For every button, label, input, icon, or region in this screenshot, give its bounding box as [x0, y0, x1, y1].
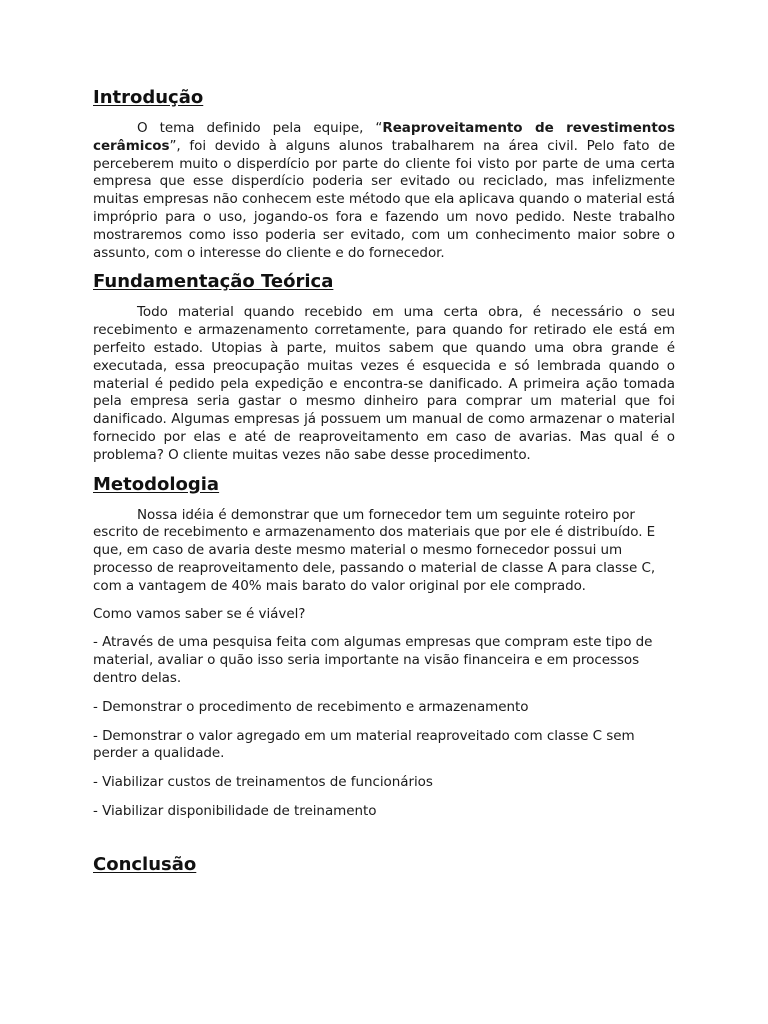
list-item: - Demonstrar o valor agregado em um material reaproveitado com classe C sem perder a qualidade. — [93, 727, 635, 762]
heading-metodologia: Metodologia — [93, 473, 220, 495]
heading-conclusao: Conclusão — [93, 853, 197, 875]
intro-text-post: ”, foi devido à alguns alunos trabalharem na área civil. Pelo fato de perceberem muito o disperdício por parte do cliente foi visto por parte de uma certa empresa que esse disperdício poderia ser evitado ou reciclado, mas infelizmente muitas empresas não conhecem este método que ela aplicava quando o material está impróprio para o uso, jogando-os fora e fazendo um novo pedido. Neste trabalho mostraremos como isso poderia ser evitado, com um conhecimento maior sobre o assunto, com o interesse do cliente e do fornecedor. — [93, 137, 675, 261]
document-page — [93, 86, 675, 877]
list-item: - Viabilizar disponibilidade de treinamento — [93, 802, 377, 819]
heading-fundamentacao: Fundamentação Teórica — [93, 271, 334, 293]
paragraph-metodologia: Nossa idéia é demonstrar que um fornecedor tem um seguinte roteiro por escrito de recebimento e armazenamento dos materiais que por ele é distribuído. E que, em caso de avaria deste mesmo material o mesmo fornecedor possui um processo de reaproveitamento dele, passando o material de classe A para classe C, com a vantagem de 40% mais barato do valor original por ele comprado. — [93, 506, 656, 594]
heading-introducao: Introdução — [93, 87, 204, 108]
intro-text-pre: O tema definido pela equipe, “ — [137, 120, 383, 136]
list-item: - Através de uma pesquisa feita com algumas empresas que compram este tipo de material, avaliar o quão isso seria importante na visão financeira e em processos dentro delas. — [93, 634, 653, 686]
paragraph-introducao — [93, 120, 675, 262]
intro-text-bold: Reaproveitamento de revestimentos cerâmicos — [93, 120, 675, 154]
paragraph-fundamentacao: Todo material quando recebido em uma certa obra, é necessário o seu recebimento e armazenamento corretamente, para quando for retirado ele está em perfeito estado. Utopias à parte, muitos sabem que quando uma obra grande é executada, essa preocupação muitas vezes é esquecida e só lembrada quando o material é pedido pela expedição e encontra-se danificado. A primeira ação tomada pela empresa seria gastar o mesmo dinheiro para comprar um material que foi danificado. Algumas empresas já possuem um manual de como armazenar o material fornecido por elas e até de reaproveitamento em caso de avarias. Mas qual é o problema? O cliente muitas vezes não sabe desse procedimento. — [93, 304, 675, 463]
paragraph-question: Como vamos saber se é viável? — [93, 605, 306, 622]
list-item: - Viabilizar custos de treinamentos de funcionários — [93, 774, 433, 791]
list-item: - Demonstrar o procedimento de recebimento e armazenamento — [93, 698, 529, 715]
